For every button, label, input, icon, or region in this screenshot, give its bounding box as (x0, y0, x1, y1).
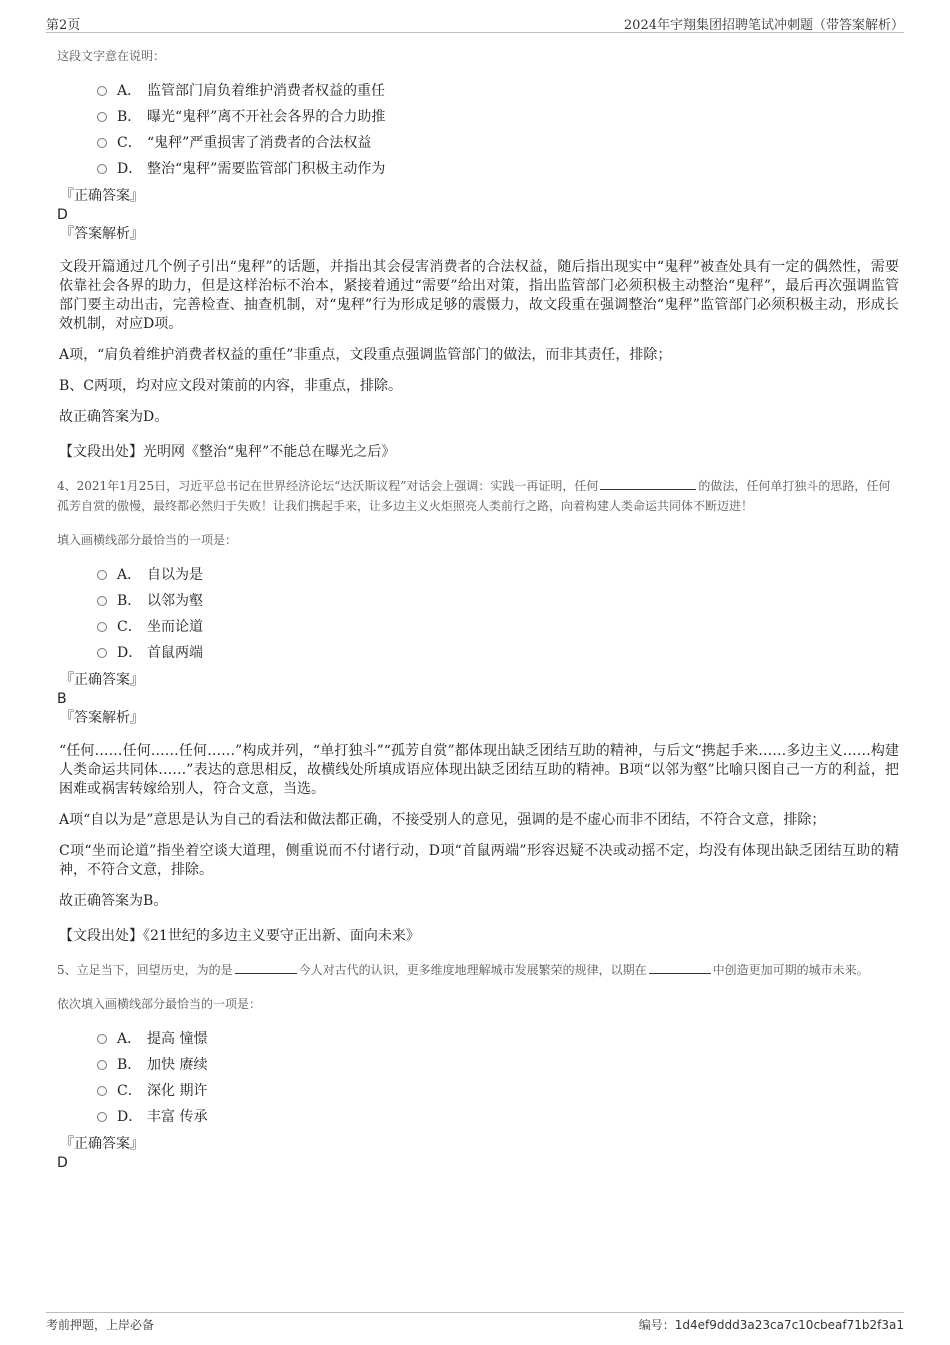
q5-option-b[interactable] (97, 1052, 899, 1078)
option-letter: A． (117, 83, 142, 99)
q4-option-c[interactable] (97, 614, 899, 640)
q3-option-a[interactable] (97, 78, 899, 104)
radio-icon[interactable] (97, 622, 107, 632)
option-letter: A． (117, 1031, 142, 1047)
q4-source: 【文段出处】《21世纪的多边主义要守正出新、面向未来》 (59, 928, 420, 944)
option-letter: D． (117, 161, 143, 177)
q3-options (97, 78, 899, 182)
option-text: 加快 赓续 (147, 1057, 208, 1073)
q3-option-b[interactable] (97, 104, 899, 130)
code-label: 编号： (638, 1318, 675, 1332)
option-letter: D． (117, 645, 143, 661)
q5-option-a[interactable] (97, 1026, 899, 1052)
q5-option-d[interactable] (97, 1104, 899, 1130)
radio-icon[interactable] (97, 1112, 107, 1122)
q4-option-d[interactable] (97, 640, 899, 666)
code-value: 1d4ef9ddd3a23ca7c10cbeaf71b2f3a1 (674, 1318, 904, 1332)
q3-source: 【文段出处】光明网《整治“鬼秤”不能总在曝光之后》 (59, 444, 396, 460)
q4-blank (600, 476, 696, 490)
option-letter: B． (117, 593, 142, 609)
q4-prompt: 填入画横线部分最恰当的一项是： (57, 533, 238, 547)
option-letter: B． (117, 109, 142, 125)
option-text: 以邻为壑 (147, 593, 203, 609)
q5-blank-2 (649, 960, 711, 974)
option-text: 首鼠两端 (147, 645, 203, 661)
q3-analysis-1: 文段开篇通过几个例子引出“鬼秤”的话题，并指出其会侵害消费者的合法权益，随后指出现实中“鬼秤”被查处具有一定的偶然性，需要依靠社会各界的助力，但是这样治标不治本，紧接着通过“需要”给出对策，指出监管部门必须积极主动整治“鬼秤”，最后再次强调监管部门要主动出击，完善检查、抽查机制，对“鬼秤”行为形成足够的震慑力，故文段重在强调整治“鬼秤”监管部门必须积极主动，形成长效机制，对应D项。 (59, 259, 899, 332)
page-header (46, 14, 904, 33)
radio-icon[interactable] (97, 570, 107, 580)
q5-blank-1 (235, 960, 297, 974)
radio-icon[interactable] (97, 1034, 107, 1044)
option-text: 整治“鬼秤”需要监管部门积极主动作为 (147, 161, 386, 177)
option-text: 监管部门肩负着维护消费者权益的重任 (147, 83, 385, 99)
radio-icon[interactable] (97, 596, 107, 606)
q5-prompt: 依次填入画横线部分最恰当的一项是： (57, 997, 262, 1011)
q3-option-d[interactable] (97, 156, 899, 182)
document-body (57, 46, 899, 1172)
option-letter: C． (117, 619, 142, 635)
q4-answer: B (57, 691, 67, 707)
document-code (639, 1316, 904, 1333)
option-text: “鬼秤”严重损害了消费者的合法权益 (147, 135, 372, 151)
q4-analysis-3: C项“坐而论道”指坐着空谈大道理，侧重说而不付诸行动，D项“首鼠两端”形容迟疑不决或动摇不定，均没有体现出缺乏团结互助的精神，不符合文意，排除。 (59, 843, 899, 878)
q4-options (97, 562, 899, 666)
q3-analysis-2: A项，“肩负着维护消费者权益的重任”非重点，文段重点强调监管部门的做法，而非其责任，排除； (59, 347, 672, 363)
q4-analysis-1: “任何……任何……任何……”构成并列，“单打独斗”“孤芳自赏”都体现出缺乏团结互助的精神，与后文“携起手来……多边主义……构建人类命运共同体……”表达的意思相反，故横线处所填成语应体现出缺乏团结互助的精神。B项“以邻为壑”比喻只图自己一方的利益，把困难或祸害转嫁给别人，符合文意，当选。 (59, 743, 899, 797)
q5-stem-part3: 中创造更加可期的城市未来。 (712, 963, 869, 977)
radio-icon[interactable] (97, 1086, 107, 1096)
q4-stem-part1: 4、2021年1月25日，习近平总书记在世界经济论坛“达沃斯议程”对话会上强调：实践一再证明，任何 (57, 479, 599, 493)
option-letter: A． (117, 567, 142, 583)
q4-analysis-2: A项“自以为是”意思是认为自己的看法和做法都正确，不接受别人的意见，强调的是不虚心而非不团结，不符合文意，排除； (59, 812, 826, 828)
q3-analysis-label: 『答案解析』 (60, 226, 144, 242)
option-letter: B． (117, 1057, 142, 1073)
option-letter: D． (117, 1109, 143, 1125)
q3-answer-label: 『正确答案』 (60, 188, 144, 204)
q4-option-b[interactable] (97, 588, 899, 614)
q3-prompt: 这段文字意在说明： (57, 49, 166, 63)
radio-icon[interactable] (97, 138, 107, 148)
page-footer (46, 1312, 904, 1337)
q4-analysis-label: 『答案解析』 (60, 710, 144, 726)
q4-analysis-4: 故正确答案为B。 (59, 893, 168, 909)
radio-icon[interactable] (97, 648, 107, 658)
footer-slogan: 考前押题，上岸必备 (46, 1318, 155, 1332)
option-text: 自以为是 (147, 567, 203, 583)
q4-stem-part2: 的做法，任何单打独斗的思路，任何孤芳自赏的傲慢，最终都必然归于失败！让我们携起手来，让多边主义火炬照亮人类前行之路，向着构建人类命运共同体不断迈进！ (57, 479, 891, 513)
option-text: 丰富 传承 (147, 1109, 208, 1125)
q5-stem-part2: 今人对古代的认识，更多维度地理解城市发展繁荣的规律，以期在 (298, 963, 647, 977)
radio-icon[interactable] (97, 1060, 107, 1070)
radio-icon[interactable] (97, 86, 107, 96)
radio-icon[interactable] (97, 112, 107, 122)
option-letter: C． (117, 135, 142, 151)
q5-answer-label: 『正确答案』 (60, 1136, 144, 1152)
q3-answer: D (57, 207, 68, 223)
q5-options (97, 1026, 899, 1130)
radio-icon[interactable] (97, 164, 107, 174)
option-text: 坐而论道 (147, 619, 203, 635)
q4-stem (57, 476, 899, 516)
q4-answer-label: 『正确答案』 (60, 672, 144, 688)
option-letter: C． (117, 1083, 142, 1099)
q3-analysis-4: 故正确答案为D。 (59, 409, 169, 425)
option-text: 深化 期许 (147, 1083, 208, 1099)
option-text: 曝光“鬼秤”离不开社会各界的合力助推 (147, 109, 386, 125)
page-number: 第2页 (46, 18, 81, 33)
q5-stem-part1: 5、立足当下，回望历史，为的是 (57, 963, 233, 977)
q3-analysis-3: B、C两项，均对应文段对策前的内容，非重点，排除。 (59, 378, 402, 394)
q4-option-a[interactable] (97, 562, 899, 588)
option-text: 提高 憧憬 (147, 1031, 208, 1047)
q5-stem (57, 960, 899, 980)
q5-answer: D (57, 1155, 68, 1171)
q3-option-c[interactable] (97, 130, 899, 156)
q5-option-c[interactable] (97, 1078, 899, 1104)
document-title: 2024年宇翔集团招聘笔试冲刺题（带答案解析） (623, 18, 904, 33)
